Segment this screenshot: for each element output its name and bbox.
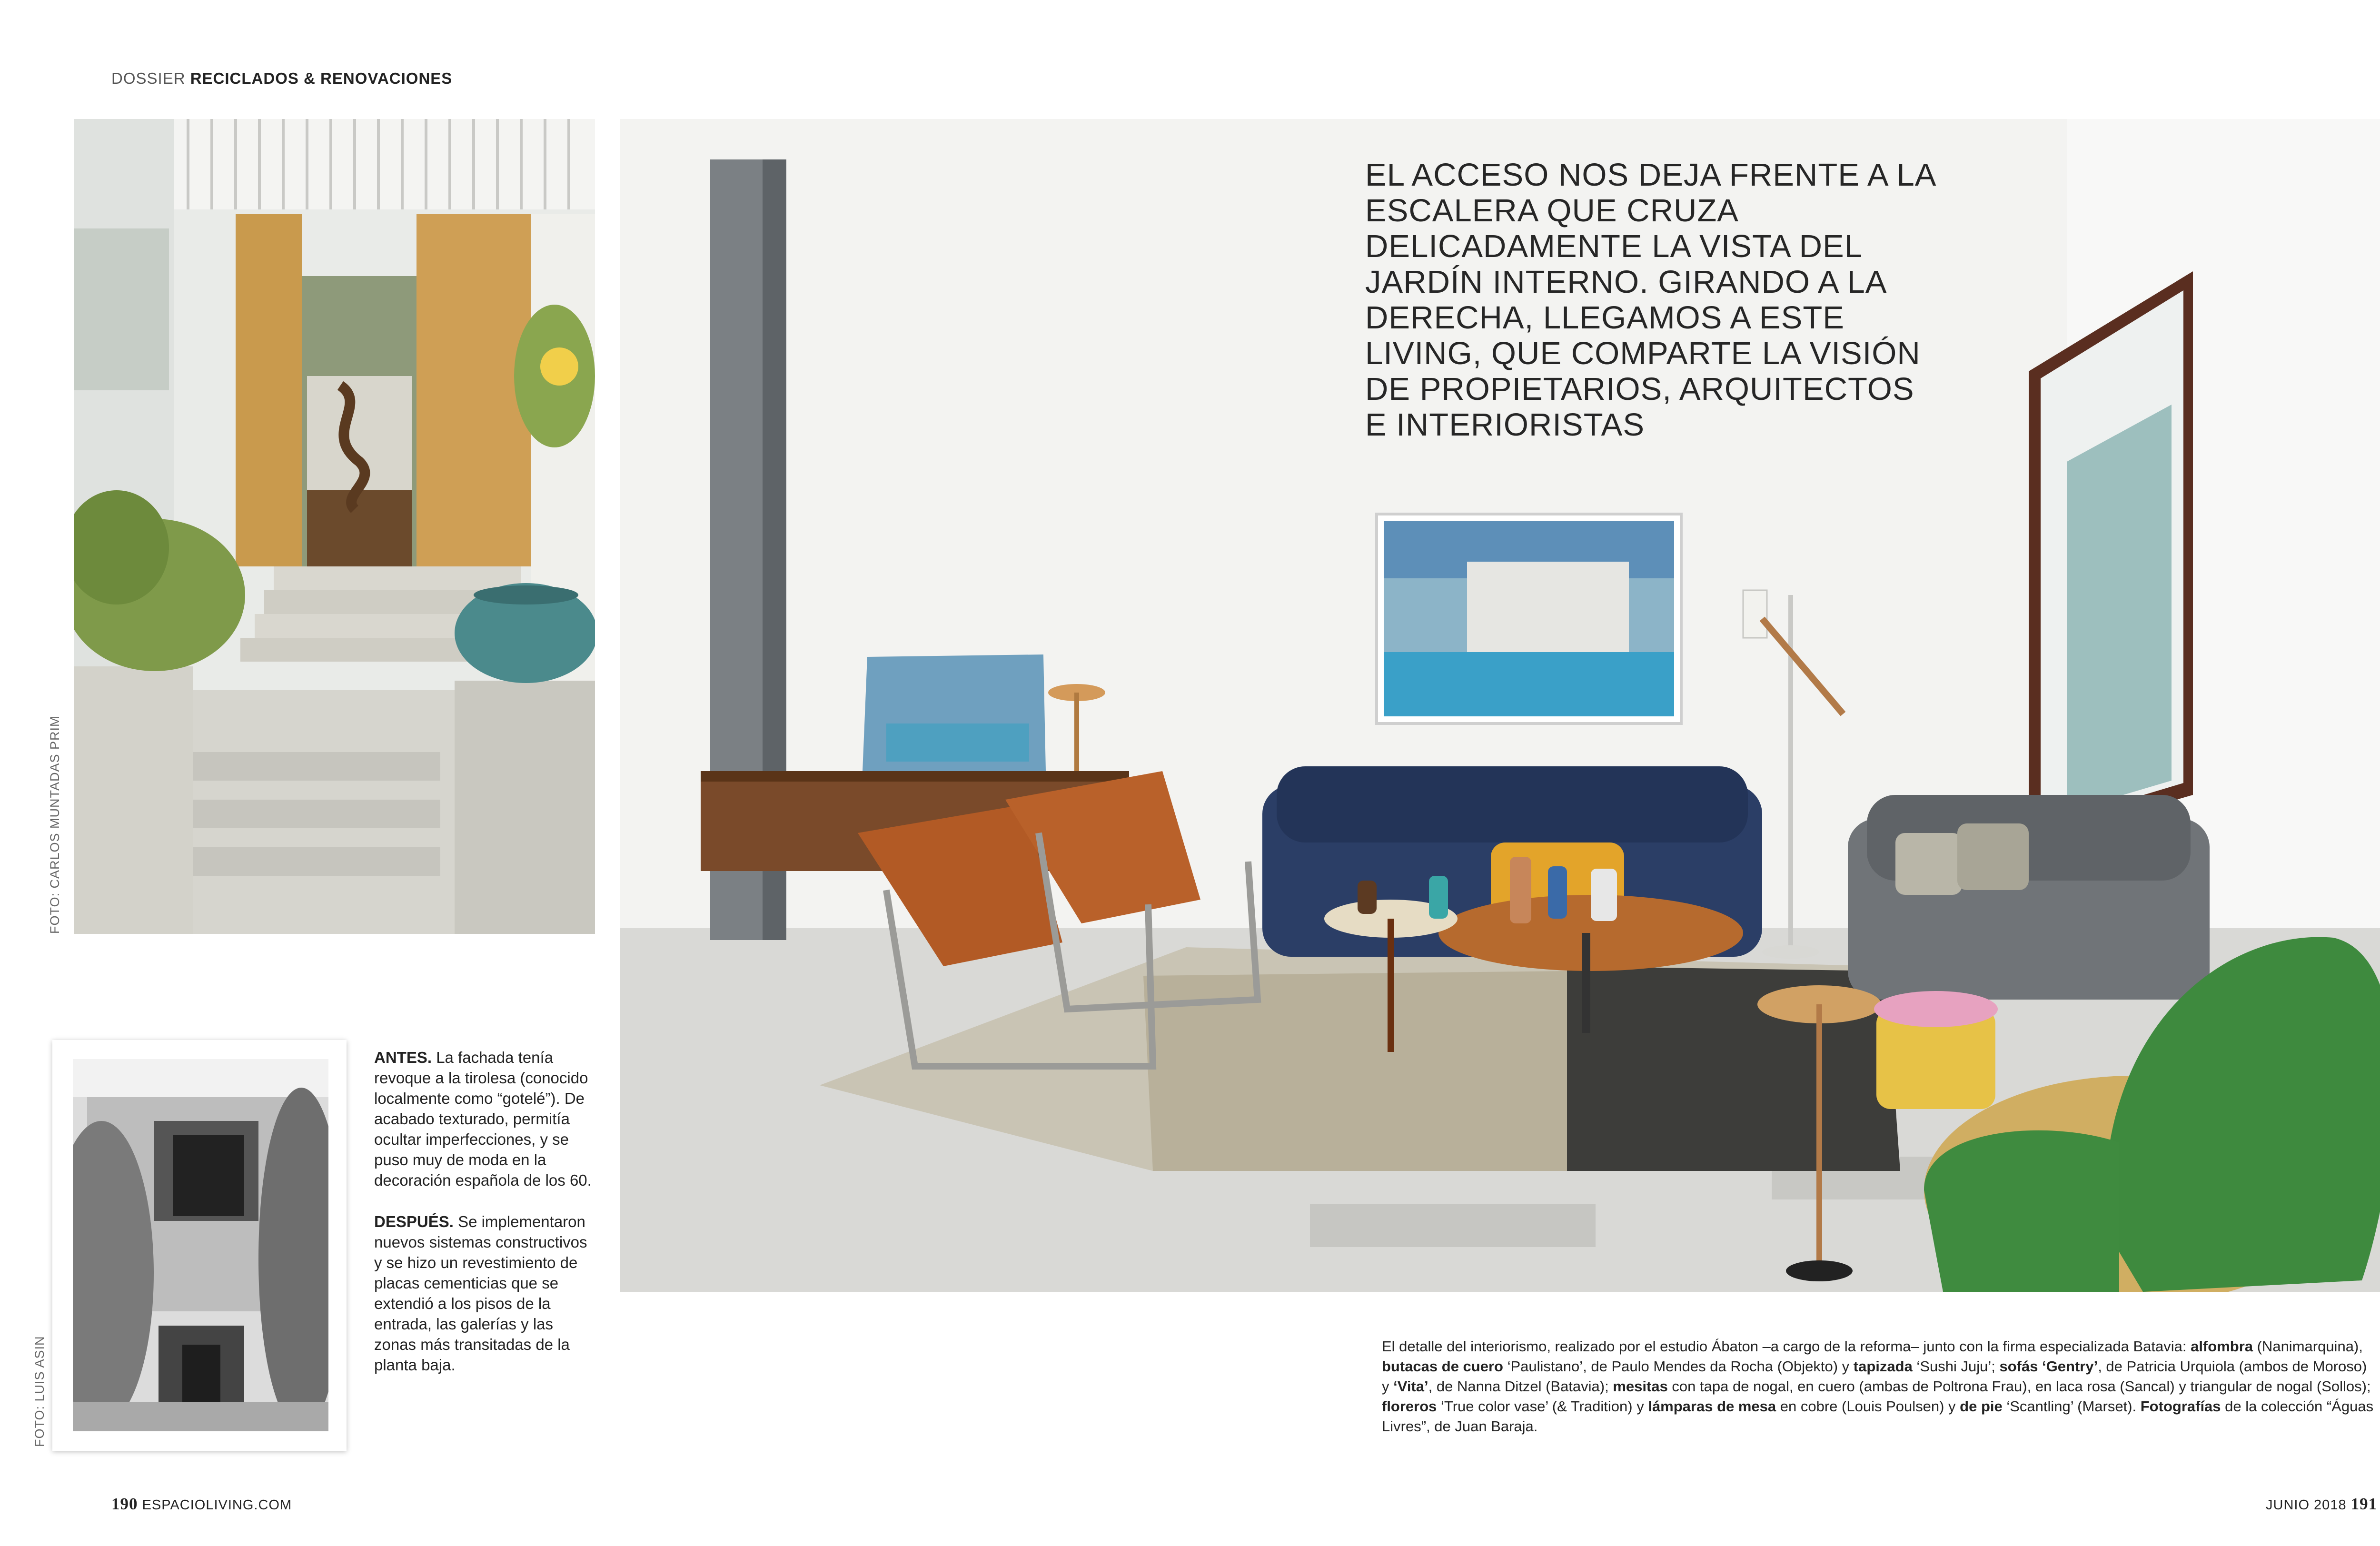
caption-text: (Nanimarquina), xyxy=(2253,1338,2363,1355)
after-paragraph xyxy=(374,1211,593,1375)
photo-credit-top: FOTO: CARLOS MUNTADAS PRIM xyxy=(48,715,62,934)
caption-bold: floreros xyxy=(1382,1398,1437,1415)
caption-text: ‘Scantling’ (Marset). xyxy=(2002,1398,2141,1415)
caption-bold: de pie xyxy=(1960,1398,2003,1415)
caption-text: ‘Sushi Juju’; xyxy=(1912,1358,2000,1375)
before-after-text xyxy=(374,1047,593,1396)
caption-text: en cobre (Louis Poulsen) y xyxy=(1776,1398,1960,1415)
caption-bold: alfombra xyxy=(2191,1338,2253,1355)
caption-text: de la colección “Águas Livres”, de Juan Baraja. xyxy=(1382,1398,2374,1435)
page-number-left: 190 xyxy=(111,1495,138,1513)
caption-bold: sofás ‘Gentry’ xyxy=(1999,1358,2098,1375)
section-title: RECICLADOS & RENOVACIONES xyxy=(190,69,453,87)
caption-bold: tapizada xyxy=(1853,1358,1913,1375)
caption-intro: El detalle del interiorismo, realizado por el estudio Ábaton –a cargo de la reforma– junto con la firma especializada Batavia: xyxy=(1382,1338,2191,1355)
before-label: ANTES. xyxy=(374,1049,432,1066)
before-photo-card xyxy=(52,1040,347,1451)
caption-text: , de Patricia Urquiola (ambos de Moroso) y xyxy=(1382,1358,2367,1395)
caption-bold: butacas de cuero xyxy=(1382,1358,1503,1375)
page-number-right: 191 xyxy=(2350,1495,2378,1513)
section-label: DOSSIER xyxy=(111,69,186,87)
website: ESPACIOLIVING.COM xyxy=(142,1497,292,1513)
footer-left xyxy=(111,1495,292,1514)
section-header xyxy=(111,69,452,88)
issue-date: JUNIO 2018 xyxy=(2266,1497,2347,1513)
caption-text: ‘Paulistano’, de Paulo Mendes da Rocha (Objekto) y xyxy=(1503,1358,1854,1375)
caption-bold: Fotografías xyxy=(2140,1398,2221,1415)
caption-text: , de Nanna Ditzel (Batavia); xyxy=(1428,1378,1613,1395)
entrance-photo xyxy=(74,119,595,934)
caption-bold: ‘Vita’ xyxy=(1393,1378,1428,1395)
before-description: La fachada tenía revoque a la tirolesa (conocido localmente como “gotelé”). De acabado texturado, permitía ocultar imperfecciones, y se puso muy de moda en la decoración española de los 60. xyxy=(374,1049,592,1189)
pull-quote: EL ACCESO NOS DEJA FRENTE A LA ESCALERA QUE CRUZA DELICADAMENTE LA VISTA DEL JARDÍN INTERNO. GIRANDO A LA DERECHA, LLEGAMOS A ESTE LIVING, QUE COMPARTE LA VISIÓN DE PROPIETARIOS, ARQUITECTOS E INTERIORISTAS xyxy=(1365,157,1935,443)
before-photo xyxy=(73,1059,328,1431)
caption-bold: mesitas xyxy=(1613,1378,1668,1395)
caption-bold: lámparas de mesa xyxy=(1648,1398,1776,1415)
before-paragraph xyxy=(374,1047,593,1190)
after-label: DESPUÉS. xyxy=(374,1213,454,1230)
caption-text: con tapa de nogal, en cuero (ambas de Poltrona Frau), en laca rosa (Sancal) y triangular de nogal (Sollos); xyxy=(1667,1378,2371,1395)
footer-right xyxy=(2266,1495,2377,1514)
caption-text: ‘True color vase’ (& Tradition) y xyxy=(1437,1398,1648,1415)
photo-credit-before: FOTO: LUIS ASIN xyxy=(32,1336,47,1447)
after-description: Se implementaron nuevos sistemas constructivos y se hizo un revestimiento de placas cementicias que se extendió a los pisos de la entrada, las galerías y las zonas más transitadas de la planta baja. xyxy=(374,1213,587,1374)
photo-caption xyxy=(1382,1337,2377,1437)
